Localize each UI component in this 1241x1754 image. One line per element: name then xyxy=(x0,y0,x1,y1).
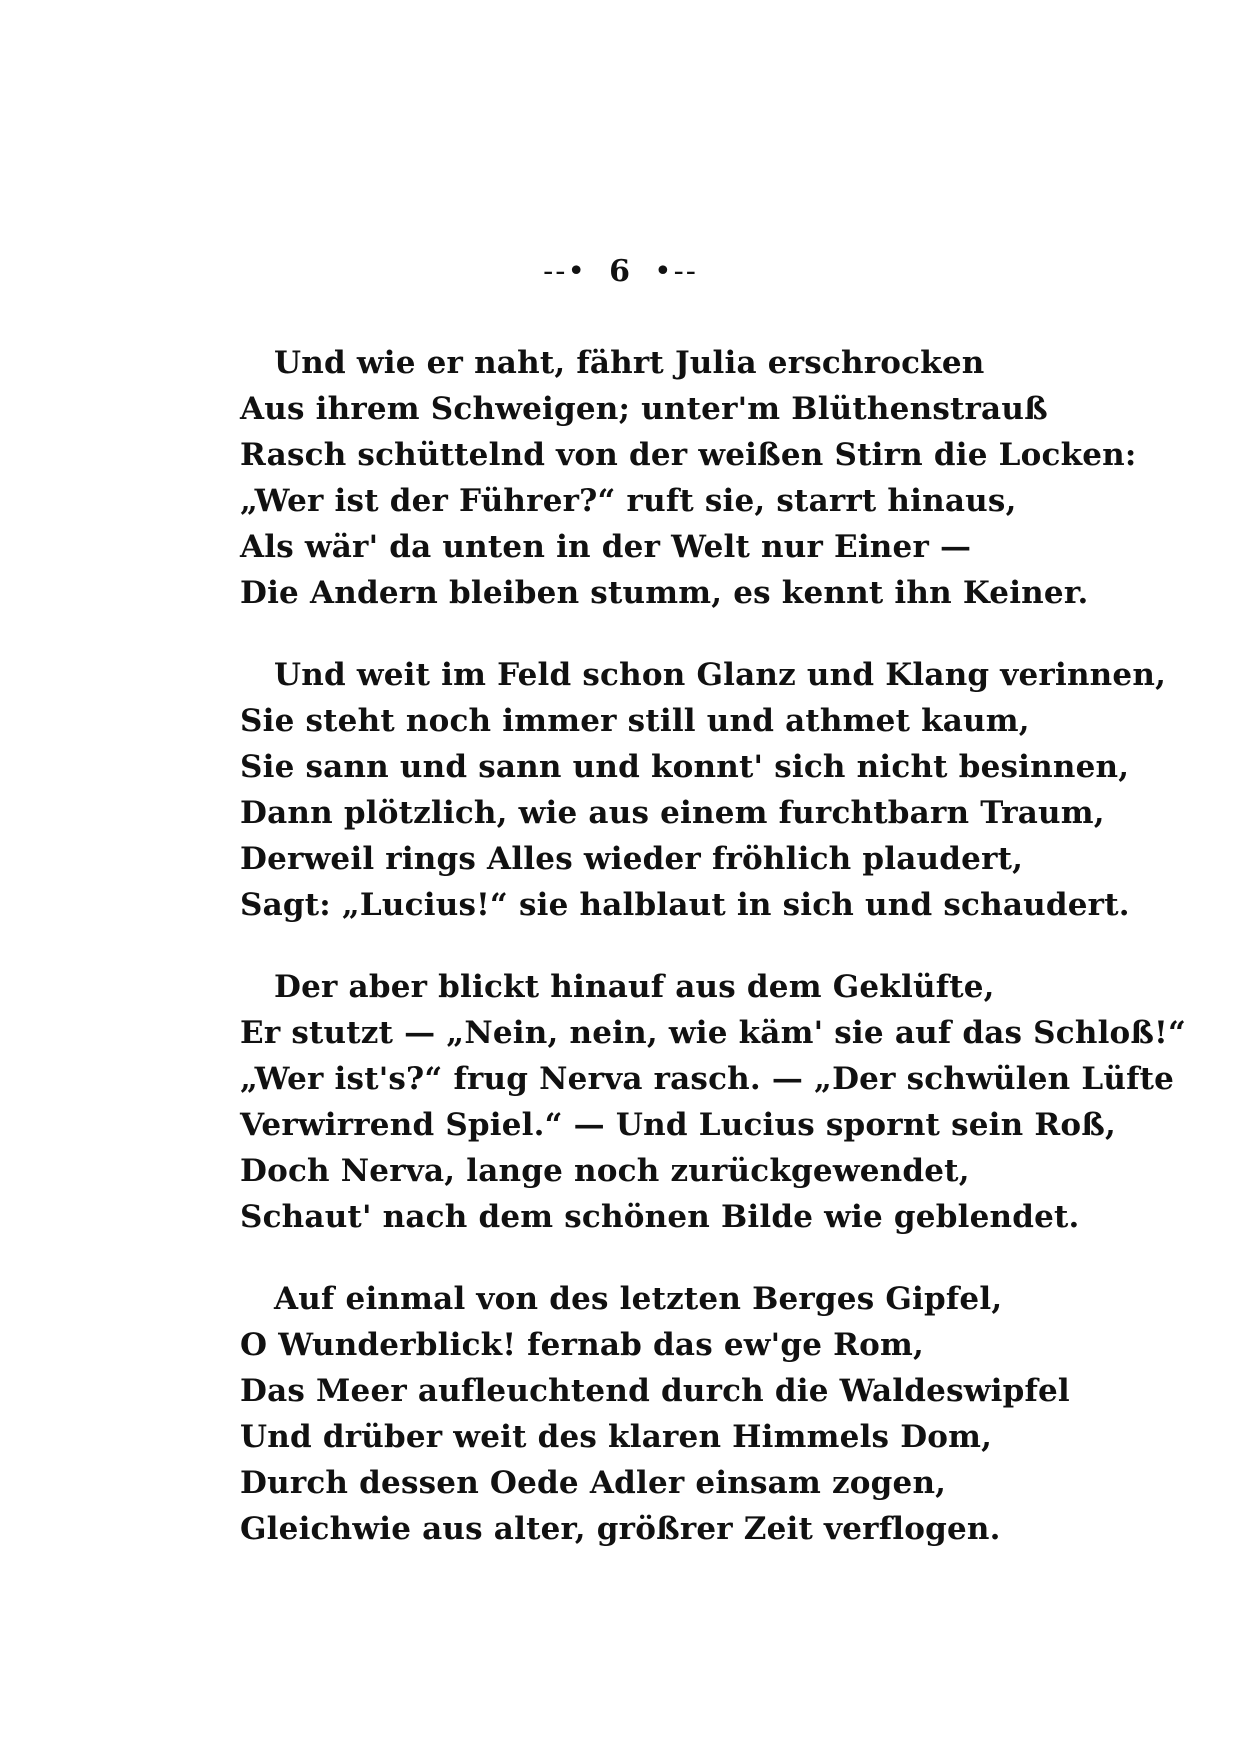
poem-line: „Wer ist's?“ frug Nerva rasch. — „Der schwülen Lüfte xyxy=(240,1061,1175,1097)
poem-line: Und drüber weit des klaren Himmels Dom, xyxy=(240,1419,993,1455)
poem-line: Schaut' nach dem schönen Bilde wie geblendet. xyxy=(240,1199,1080,1235)
poem-line: Als wär' da unten in der Welt nur Einer — xyxy=(240,529,972,565)
poem-line: Die Andern bleiben stumm, es kennt ihn Keiner. xyxy=(240,575,1089,611)
stanza-2 xyxy=(240,652,1167,928)
poem-line: O Wunderblick! fernab das ew'ge Rom, xyxy=(240,1327,924,1363)
header-ornament-right: •-- xyxy=(653,254,698,289)
poem-line: Durch dessen Oede Adler einsam zogen, xyxy=(240,1465,947,1501)
poem-line: Sie steht noch immer still und athmet kaum, xyxy=(240,703,1030,739)
poem-line: Und wie er naht, fährt Julia erschrocken xyxy=(274,345,985,381)
stanza-4 xyxy=(240,1276,1140,1552)
poem-line: Rasch schüttelnd von der weißen Stirn die Locken: xyxy=(240,437,1137,473)
poem-line: Er stutzt — „Nein, nein, wie käm' sie auf das Schloß!“ xyxy=(240,1015,1187,1051)
poem-line: Doch Nerva, lange noch zurückgewendet, xyxy=(240,1153,970,1189)
poem-line: Aus ihrem Schweigen; unter'm Blüthenstrauß xyxy=(240,391,1048,427)
poem-line: Verwirrend Spiel.“ — Und Lucius spornt sein Roß, xyxy=(240,1107,1116,1143)
poem-line: Sie sann und sann und konnt' sich nicht besinnen, xyxy=(240,749,1130,785)
poem-line: Der aber blickt hinauf aus dem Geklüfte, xyxy=(274,969,995,1005)
poem-line: Und weit im Feld schon Glanz und Klang verinnen, xyxy=(274,657,1167,693)
poem-line: Gleichwie aus alter, größrer Zeit verflogen. xyxy=(240,1511,1001,1547)
poem-line: „Wer ist der Führer?“ ruft sie, starrt hinaus, xyxy=(240,483,1017,519)
poem-line: Sagt: „Lucius!“ sie halblaut in sich und schaudert. xyxy=(240,887,1130,923)
poem-line: Dann plötzlich, wie aus einem furchtbarn Traum, xyxy=(240,795,1105,831)
poem-line: Das Meer aufleuchtend durch die Waldeswipfel xyxy=(240,1373,1070,1409)
page-number: 6 xyxy=(609,254,632,289)
stanza-3 xyxy=(240,964,1187,1240)
poem-line: Derweil rings Alles wieder fröhlich plaudert, xyxy=(240,841,1024,877)
stanza-1 xyxy=(240,340,1140,616)
page-header xyxy=(0,252,1241,292)
header-ornament-left: --• xyxy=(543,254,588,289)
poem-line: Auf einmal von des letzten Berges Gipfel, xyxy=(274,1281,1003,1317)
poem-body xyxy=(240,340,1187,1588)
